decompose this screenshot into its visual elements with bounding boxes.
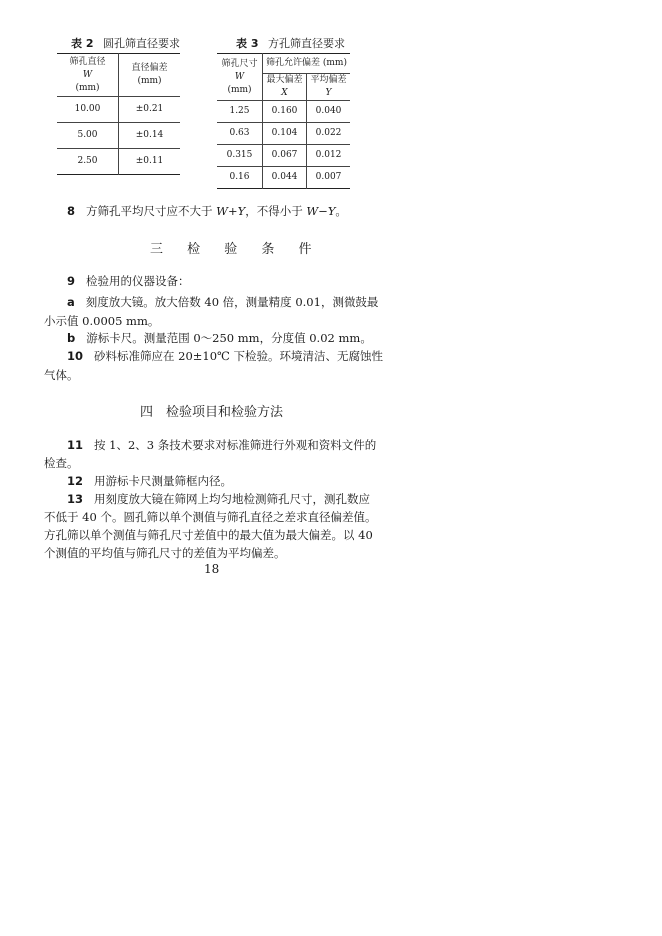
- table-row: [217, 123, 350, 145]
- table-cell: 2.50: [57, 149, 119, 175]
- clause-11-line2: 检查。: [44, 456, 79, 470]
- clause-10-line1: 10 砂料标准筛应在 20±10℃ 下检验。环境清洁、无腐蚀性: [67, 349, 384, 363]
- table-row: [57, 123, 180, 149]
- section-heading-inspection-conditions: 三 检 验 条 件: [150, 242, 322, 257]
- clause-9: 9 检验用的仪器设备：: [67, 274, 190, 288]
- table2-header-diameter: 筛孔直径 W (mm): [57, 54, 119, 97]
- clause-number: 12: [67, 474, 84, 488]
- table-cell: 5.00: [57, 123, 119, 149]
- table-header-row: [217, 54, 350, 74]
- item-a-line1: a 刻度放大镜。放大倍数 40 倍，测量精度 0.01，测微鼓最: [67, 295, 379, 309]
- item-b: b 游标卡尺。测量范围 0～250 mm，分度值 0.02 mm。: [67, 331, 372, 345]
- table2-round-hole-sieve: [57, 53, 180, 175]
- table-cell: 0.315: [217, 145, 263, 167]
- table-row: [57, 97, 180, 123]
- clause-10-line2: 气体。: [44, 368, 79, 382]
- table3-header-size: 筛孔尺寸 W (mm): [217, 54, 263, 101]
- clause-13-line3: 方孔筛以单个测值与筛孔尺寸差值中的最大值为最大偏差。以 40: [44, 528, 373, 542]
- table3-header-max-deviation: 最大偏差 X: [263, 74, 307, 101]
- clause-13-line1: 13 用刻度放大镜在筛网上均匀地检测筛孔尺寸，测孔数应: [67, 492, 370, 506]
- section-heading-inspection-items-methods: 四 检验项目和检验方法: [140, 405, 284, 420]
- table-cell: 0.012: [307, 145, 350, 167]
- table2-header-deviation: 直径偏差 (mm): [119, 54, 181, 97]
- item-a-line2: 小示值 0.0005 mm。: [44, 314, 160, 328]
- formula-upper: W+Y: [216, 204, 246, 218]
- clause-number: 9: [67, 274, 76, 288]
- clause-number: 8: [67, 204, 76, 218]
- table-cell: 10.00: [57, 97, 119, 123]
- item-label: a: [67, 295, 75, 309]
- table2-caption: [71, 35, 180, 51]
- clause-number: 11: [67, 438, 84, 452]
- table-cell: 0.007: [307, 167, 350, 189]
- page-number: 18: [204, 562, 220, 576]
- table3-header-avg-deviation: 平均偏差 Y: [307, 74, 350, 101]
- clause-13-line2: 不低于 40 个。圆孔筛以单个测值与筛孔直径之差求直径偏差值。: [44, 510, 377, 524]
- table3-header-allowed-deviation: 筛孔允许偏差 (mm): [266, 58, 347, 68]
- clause-number: 10: [67, 349, 84, 363]
- table-row: [217, 101, 350, 123]
- table-cell: 1.25: [217, 101, 263, 123]
- table-cell: 0.104: [263, 123, 307, 145]
- table-cell: 0.63: [217, 123, 263, 145]
- clause-13-line4: 个测值的平均值与筛孔尺寸的差值为平均偏差。: [44, 546, 286, 560]
- table-header-row: [57, 54, 180, 97]
- clause-number: 13: [67, 492, 84, 506]
- table-row: [217, 145, 350, 167]
- clause-8: 8 方筛孔平均尺寸应不大于 W+Y，不得小于 W−Y。: [67, 204, 347, 218]
- table-cell: 0.040: [307, 101, 350, 123]
- table-cell: 0.044: [263, 167, 307, 189]
- table3-caption: [236, 35, 345, 51]
- table3-caption-number: 表 3: [236, 37, 259, 50]
- clause-12: 12 用游标卡尺测量筛框内径。: [67, 474, 232, 488]
- clause-11-line1: 11 按 1、2、3 条技术要求对标准筛进行外观和资料文件的: [67, 438, 377, 452]
- table-cell: ±0.14: [119, 123, 181, 149]
- table-cell: 0.022: [307, 123, 350, 145]
- table-cell: ±0.11: [119, 149, 181, 175]
- table2-caption-number: 表 2: [71, 37, 94, 50]
- table3-square-hole-sieve: [217, 53, 350, 189]
- table-cell: 0.067: [263, 145, 307, 167]
- table-row: [217, 167, 350, 189]
- table-cell: ±0.21: [119, 97, 181, 123]
- table-cell: 0.16: [217, 167, 263, 189]
- formula-lower: W−Y: [306, 204, 336, 218]
- table2-caption-text: 圆孔筛直径要求: [102, 37, 180, 50]
- table-row: [57, 149, 180, 175]
- table-cell: 0.160: [263, 101, 307, 123]
- item-label: b: [67, 331, 76, 345]
- table3-caption-text: 方孔筛直径要求: [267, 37, 345, 50]
